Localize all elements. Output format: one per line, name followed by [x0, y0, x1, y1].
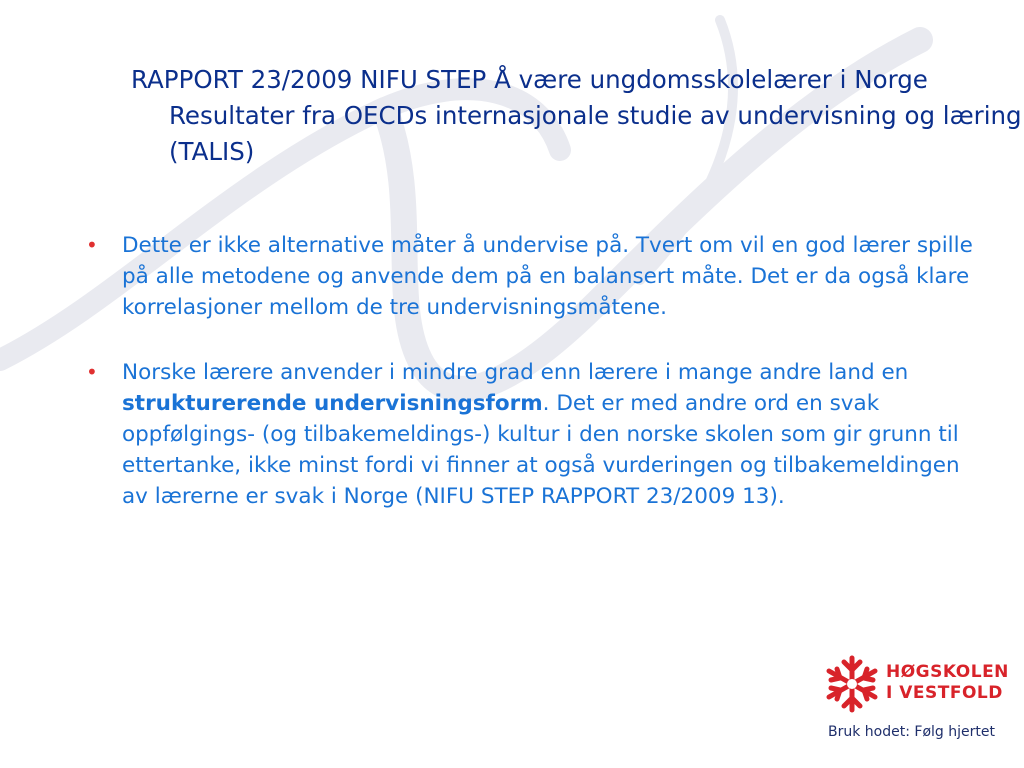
institution-logo: [822, 652, 1012, 752]
bullet-dot-icon: •: [86, 360, 98, 384]
bullet-text: Dette er ikke alternative måter å undervise på. Tvert om vil en god lærer spille på alle metodene og anvende dem på en balansert måte. Det er da også klare korrelasjoner mellom de tre undervisningsmåtene.: [122, 233, 973, 320]
bullet-item: [84, 230, 984, 323]
logo-tagline: Bruk hodet: Følg hjertet: [828, 724, 995, 740]
logo-line-1: HØGSKOLEN: [886, 662, 1009, 682]
snowflake-heart-icon: [822, 652, 882, 716]
bullet-text-part: Norske lærere anvender i mindre grad enn lærere i mange andre land en: [122, 360, 909, 385]
slide-title: RAPPORT 23/2009 NIFU STEP Å være ungdomsskolelærer i Norge Resultater fra OECDs internasjonale studie av undervisning og læring (TALIS): [131, 65, 1022, 166]
bullet-text-part: . Det er med andre ord en svak oppfølgings- (og tilbakemeldings-) kultur i den norske skolen som gir grunn til ettertanke, ikke minst fordi vi finner at også vurderingen og tilbakemeldingen av lærerne er svak i Norge (NIFU STEP RAPPORT 23/2009 13).: [122, 391, 960, 509]
logo-line-2: I VESTFOLD: [886, 683, 1003, 703]
logo-wordmark: [886, 662, 1009, 704]
bullet-emphasis: strukturerende undervisningsform: [122, 391, 543, 416]
bullet-dot-icon: •: [86, 233, 98, 257]
bullet-list: [84, 230, 984, 546]
bullet-item: [84, 357, 984, 512]
